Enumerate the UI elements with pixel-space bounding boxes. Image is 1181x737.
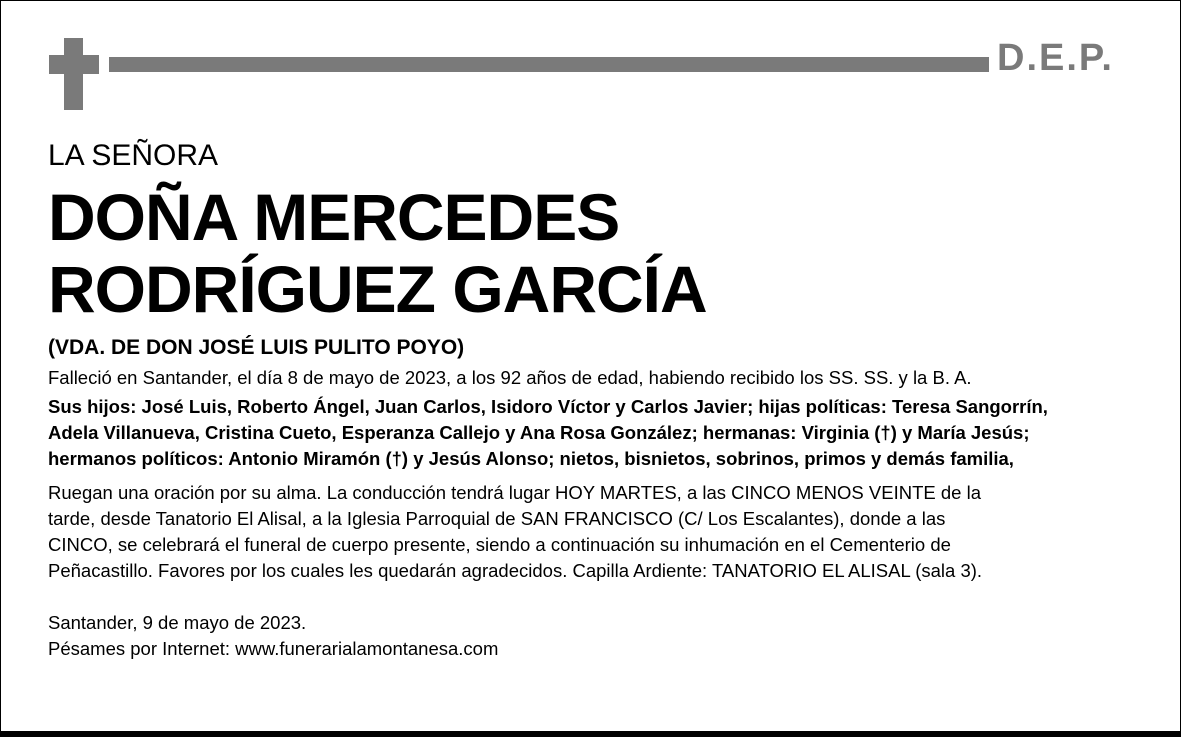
closing bbox=[48, 610, 1148, 662]
header-rule bbox=[109, 57, 989, 72]
family-line: hermanos políticos: Antonio Miramón (†) y Jesús Alonso; nietos, bisnietos, sobrinos, primos y demás familia, bbox=[48, 448, 1014, 469]
place-date: Santander, 9 de mayo de 2023. bbox=[48, 612, 307, 633]
ceremony-line: Peñacastillo. Favores por los cuales les quedarán agradecidos. Capilla Ardiente: TANATORIO EL ALISAL (sala 3). bbox=[48, 560, 983, 581]
death-text: Falleció en Santander, el día 8 de mayo de 2023, a los 92 años de edad, habiendo recibido los SS. SS. y la B. A. bbox=[48, 367, 972, 388]
name-line-1: DOÑA MERCEDES bbox=[48, 180, 620, 254]
family-line: Sus hijos: José Luis, Roberto Ángel, Juan Carlos, Isidoro Víctor y Carlos Javier; hijas políticas: Teresa Sangorrín, bbox=[48, 396, 1048, 417]
family-line: Adela Villanueva, Cristina Cueto, Esperanza Callejo y Ana Rosa González; hermanas: Virginia (†) y María Jesús; bbox=[48, 422, 1030, 443]
honorific: LA SEÑORA bbox=[48, 139, 219, 172]
family-list bbox=[48, 394, 1148, 472]
dep-label: D.E.P. bbox=[997, 37, 1114, 79]
name-line-2: RODRÍGUEZ GARCÍA bbox=[48, 252, 707, 326]
condolences-link: Pésames por Internet: www.funerarialamontanesa.com bbox=[48, 638, 499, 659]
ceremony-details bbox=[48, 480, 1148, 584]
ceremony-line: tarde, desde Tanatorio El Alisal, a la Iglesia Parroquial de SAN FRANCISCO (C/ Los Escalantes), donde a las bbox=[48, 508, 946, 529]
ceremony-line: Ruegan una oración por su alma. La conducción tendrá lugar HOY MARTES, a las CINCO MENOS VEINTE de la bbox=[48, 482, 981, 503]
deceased-name bbox=[48, 181, 1148, 325]
notice-body bbox=[48, 133, 1148, 662]
ceremony-line: CINCO, se celebrará el funeral de cuerpo presente, siendo a continuación su inhumación en el Cementerio de bbox=[48, 534, 951, 555]
cross-icon bbox=[49, 38, 99, 110]
widow-of: (VDA. DE DON JOSÉ LUIS PULITO POYO) bbox=[48, 336, 465, 359]
header bbox=[1, 1, 1180, 121]
